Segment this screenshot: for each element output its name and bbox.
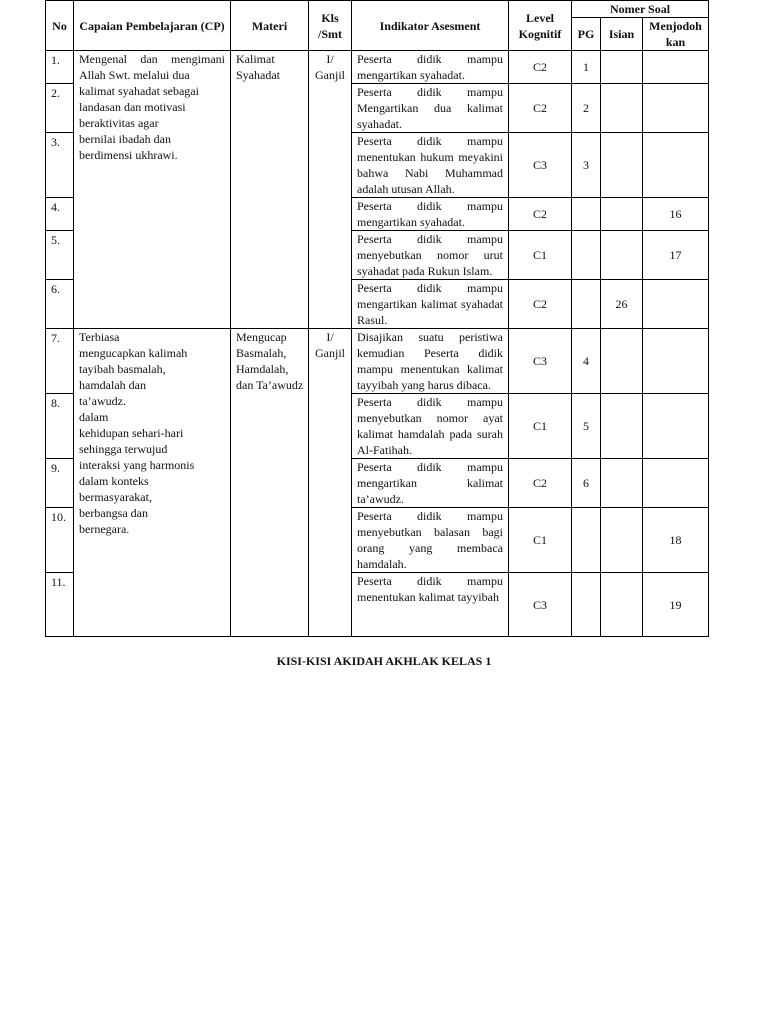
level-kognitif-cell: C2	[509, 198, 572, 231]
isian-number-cell	[601, 133, 643, 198]
page-title: KISI-KISI AKIDAH AKHLAK KELAS 1	[276, 654, 492, 668]
menjodohkan-number-cell: 18	[643, 508, 709, 573]
header-indikator-asesment: Indikator Asesment	[352, 1, 509, 51]
table-row	[46, 51, 709, 84]
indikator-cell: Peserta didik mampu Mengartikan dua kalimat syahadat.	[352, 84, 509, 133]
row-number: 7.	[46, 329, 74, 394]
cp-line: sehingga terwujud	[79, 442, 168, 456]
level-kognitif-cell: C2	[509, 51, 572, 84]
cp-line: kalimat syahadat sebagai	[79, 84, 199, 98]
cp-line: bernegara.	[79, 522, 130, 536]
isian-number-cell	[601, 84, 643, 133]
row-number: 10.	[46, 508, 74, 573]
level-kognitif-cell: C2	[509, 459, 572, 508]
capaian-pembelajaran-cell	[74, 51, 231, 329]
cp-line: mengucapkan kalimah	[79, 346, 188, 360]
cp-line: berdimensi ukhrawi.	[79, 148, 178, 162]
indikator-cell: Peserta didik mampu mengartikan syahadat.	[352, 198, 509, 231]
row-number: 6.	[46, 280, 74, 329]
cp-line: Terbiasa	[79, 330, 120, 344]
menjodohkan-number-cell	[643, 394, 709, 459]
menjodohkan-number-cell: 16	[643, 198, 709, 231]
table-row	[46, 329, 709, 394]
level-kognitif-cell: C2	[509, 84, 572, 133]
materi-cell: Kalimat Syahadat	[231, 51, 309, 329]
row-number: 1.	[46, 51, 74, 84]
pg-number-cell: 3	[572, 133, 601, 198]
indikator-cell: Peserta didik mampu menentukan hukum meyakini bahwa Nabi Muhammad adalah utusan Allah.	[352, 133, 509, 198]
menjodohkan-number-cell: 17	[643, 231, 709, 280]
isian-number-cell	[601, 459, 643, 508]
indikator-cell: Peserta didik mampu menyebutkan nomor urut syahadat pada Rukun Islam.	[352, 231, 509, 280]
header-pg: PG	[572, 18, 601, 51]
cp-line: bernilai ibadah dan	[79, 132, 171, 146]
indikator-cell: Peserta didik mampu menentukan kalimat tayyibah	[352, 573, 509, 637]
menjodohkan-number-cell	[643, 133, 709, 198]
indikator-cell: Peserta didik mampu mengartikan kalimat syahadat Rasul.	[352, 280, 509, 329]
cp-line: beraktivitas agar	[79, 116, 159, 130]
header-materi: Materi	[231, 1, 309, 51]
materi-cell: Mengucap Basmalah, Hamdalah, dan Ta’awudz	[231, 329, 309, 637]
cp-line: hamdalah dan	[79, 378, 146, 392]
pg-number-cell: 6	[572, 459, 601, 508]
header-kls-smt: Kls /Smt	[309, 1, 352, 51]
cp-line: interaksi yang harmonis	[79, 458, 195, 472]
indikator-cell: Peserta didik mampu mengartikan kalimat ta’awudz.	[352, 459, 509, 508]
menjodohkan-number-cell: 19	[643, 573, 709, 637]
row-number: 5.	[46, 231, 74, 280]
menjodohkan-number-cell	[643, 280, 709, 329]
header-isian: Isian	[601, 18, 643, 51]
indikator-cell: Peserta didik mampu menyebutkan balasan bagi orang yang membaca hamdalah.	[352, 508, 509, 573]
header-nomer-soal: Nomer Soal	[572, 1, 709, 18]
pg-number-cell	[572, 280, 601, 329]
row-number: 2.	[46, 84, 74, 133]
isian-number-cell	[601, 394, 643, 459]
pg-number-cell: 5	[572, 394, 601, 459]
pg-number-cell: 4	[572, 329, 601, 394]
kisi-kisi-table	[45, 0, 709, 637]
header-capaian-pembelajaran: Capaian Pembelajaran (CP)	[74, 1, 231, 51]
menjodohkan-number-cell	[643, 329, 709, 394]
isian-number-cell	[601, 231, 643, 280]
isian-number-cell	[601, 573, 643, 637]
pg-number-cell	[572, 508, 601, 573]
menjodohkan-number-cell	[643, 84, 709, 133]
row-number: 9.	[46, 459, 74, 508]
level-kognitif-cell: C3	[509, 133, 572, 198]
pg-number-cell: 1	[572, 51, 601, 84]
cp-line: berbangsa dan	[79, 506, 148, 520]
isian-number-cell	[601, 508, 643, 573]
table-body	[46, 51, 709, 637]
cp-line: tayibah basmalah,	[79, 362, 166, 376]
level-kognitif-cell: C3	[509, 329, 572, 394]
header-no: No	[46, 1, 74, 51]
header-level-kognitif: Level Kognitif	[509, 1, 572, 51]
isian-number-cell: 26	[601, 280, 643, 329]
menjodohkan-number-cell	[643, 459, 709, 508]
capaian-pembelajaran-cell	[74, 329, 231, 637]
cp-line: dalam konteks	[79, 474, 149, 488]
level-kognitif-cell: C1	[509, 508, 572, 573]
isian-number-cell	[601, 198, 643, 231]
pg-number-cell	[572, 573, 601, 637]
kisi-kisi-table-page	[45, 0, 708, 612]
cp-line: dalam	[79, 410, 109, 424]
pg-number-cell	[572, 231, 601, 280]
indikator-cell: Peserta didik mampu mengartikan syahadat.	[352, 51, 509, 84]
cp-line: Mengenal dan mengimani Allah Swt. melalui dua	[79, 52, 225, 82]
cp-line: kehidupan sehari-hari	[79, 426, 184, 440]
isian-number-cell	[601, 51, 643, 84]
indikator-cell: Disajikan suatu peristiwa kemudian Peserta didik mampu menentukan kalimat tayyibah yang harus dibaca.	[352, 329, 509, 394]
kls-smt-cell: I/ Ganjil	[309, 329, 352, 637]
isian-number-cell	[601, 329, 643, 394]
level-kognitif-cell: C1	[509, 394, 572, 459]
pg-number-cell	[572, 198, 601, 231]
level-kognitif-cell: C3	[509, 573, 572, 637]
header-menjodohkan: Menjodoh kan	[643, 18, 709, 51]
level-kognitif-cell: C1	[509, 231, 572, 280]
row-number: 8.	[46, 394, 74, 459]
row-number: 3.	[46, 133, 74, 198]
cp-line: ta’awudz.	[79, 394, 126, 408]
indikator-cell: Peserta didik mampu menyebutkan nomor ayat kalimat hamdalah pada surah Al-Fatihah.	[352, 394, 509, 459]
cp-line: bermasyarakat,	[79, 490, 152, 504]
row-number: 4.	[46, 198, 74, 231]
level-kognitif-cell: C2	[509, 280, 572, 329]
row-number: 11.	[46, 573, 74, 637]
cp-line: landasan dan motivasi	[79, 100, 186, 114]
menjodohkan-number-cell	[643, 51, 709, 84]
kls-smt-cell: I/ Ganjil	[309, 51, 352, 329]
pg-number-cell: 2	[572, 84, 601, 133]
